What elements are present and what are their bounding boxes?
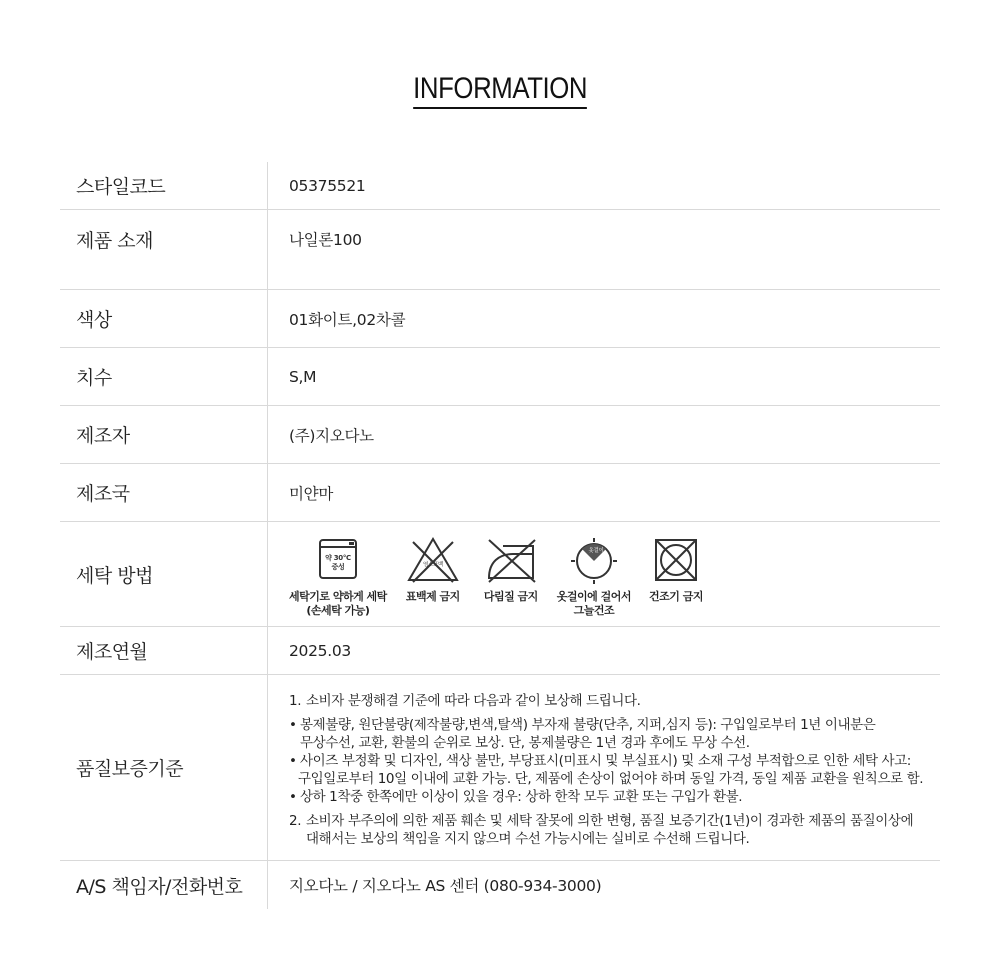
- row-label-style-code: 스타일코드: [60, 162, 268, 209]
- table-row: [60, 162, 940, 210]
- row-value-size: S,M: [289, 367, 317, 386]
- item-number: 1.: [289, 693, 302, 709]
- row-label-as: A/S 책임자/전화번호: [60, 861, 268, 909]
- row-value-style-code: 05375521: [289, 176, 366, 195]
- wash-caption: [649, 590, 703, 604]
- bullet-text-cont: 구입일로부터 10일 이내에 교환 가능. 단, 제품에 손상이 없어야 하며 동일 가격, 동일 제품 교환을 원칙으로 함.: [298, 771, 924, 787]
- table-row: [60, 627, 940, 675]
- bullet: •: [289, 789, 297, 805]
- row-value-quality: [268, 675, 940, 860]
- no-bleach-icon: [405, 536, 461, 584]
- row-label-wash: 세탁 방법: [60, 522, 268, 626]
- hand-wash-icon: [314, 536, 362, 584]
- row-label-manufacturer: 제조자: [60, 406, 268, 463]
- bullet-text: 사이즈 부정확 및 디자인, 색상 불만, 부당표시(미표시 및 부실표시) 및 소재 구성 부적합으로 인한 세탁 사고:: [300, 753, 911, 769]
- quality-bullet-3: [289, 788, 923, 806]
- item-text: 소비자 부주의에 의한 제품 훼손 및 세탁 잘못에 의한 변형, 품질 보증기간(1년)이 경과한 제품의 품질이상에: [306, 813, 914, 829]
- wash-caption: [557, 590, 631, 618]
- row-value-date: 2025.03: [289, 641, 351, 660]
- row-value-material: 나일론100: [289, 231, 362, 249]
- bullet: •: [289, 717, 297, 733]
- wash-caption-line: 옷걸이에 걸어서: [556, 590, 632, 603]
- hand-wash-temp: 약 30°C: [325, 554, 351, 562]
- item-number: 2.: [289, 813, 302, 829]
- page-title-wrap: [0, 72, 1000, 109]
- wash-caption-line: 세탁기로 약하게 세탁: [289, 590, 387, 603]
- item-text-cont: 대해서는 보상의 책임을 지지 않으며 수선 가능시에는 실비로 수선해 드립니다.: [306, 831, 750, 847]
- table-row: [60, 522, 940, 627]
- no-iron-icon: [483, 536, 539, 584]
- wash-item-hand-wash: [289, 536, 387, 618]
- bullet-text: 봉제불량, 원단불량(제작불량,변색,탈색) 부자재 불량(단추, 지퍼,심지 등): 구입일로부터 1년 이내분은: [300, 717, 876, 733]
- row-label-quality: 품질보증기준: [60, 675, 268, 860]
- bullet: •: [289, 753, 297, 769]
- wash-item-no-iron: [483, 536, 539, 604]
- wash-item-no-tumble-dry: [649, 536, 703, 604]
- wash-caption-line: 표백제 금지: [405, 590, 460, 603]
- row-label-size: 치수: [60, 348, 268, 405]
- wash-caption: [484, 590, 538, 604]
- table-row: [60, 464, 940, 522]
- wash-caption-line: 건조기 금지: [649, 590, 703, 603]
- wash-caption-line: 그늘건조: [573, 604, 615, 617]
- wash-item-no-bleach: [405, 536, 461, 604]
- bullet-text-cont: 무상수선, 교환, 환불의 순위로 보상. 단, 봉제불량은 1년 경과 후에도 무상 수선.: [300, 735, 750, 751]
- table-row: [60, 348, 940, 406]
- wash-caption: [406, 590, 460, 604]
- table-row: [60, 210, 940, 290]
- quality-item-1: [289, 692, 923, 710]
- hand-wash-detergent: 중성: [331, 563, 345, 571]
- row-label-country: 제조국: [60, 464, 268, 521]
- wash-caption-line: 다림질 금지: [483, 590, 538, 603]
- wash-item-hang-dry: [557, 536, 631, 618]
- wash-caption: [289, 590, 387, 618]
- wash-icons: [268, 522, 940, 626]
- info-table: [60, 162, 940, 909]
- hang-dry-shade-icon: [568, 536, 620, 584]
- quality-text: [289, 675, 923, 848]
- row-value-country: 미얀마: [289, 484, 334, 503]
- no-bleach-text: 염소표백: [422, 562, 443, 568]
- page-title: INFORMATION: [413, 72, 587, 109]
- row-label-material: 제품 소재: [60, 210, 268, 289]
- no-tumble-dry-icon: [652, 536, 700, 584]
- table-row: [60, 861, 940, 909]
- row-value-as: 지오다노 / 지오다노 AS 센터 (080-934-3000): [289, 877, 602, 895]
- row-value-manufacturer: (주)지오다노: [289, 426, 374, 445]
- table-row: [60, 406, 940, 464]
- wash-caption-line: (손세탁 가능): [306, 604, 370, 617]
- quality-bullet-1: [289, 716, 923, 734]
- item-text: 소비자 분쟁해결 기준에 따라 다음과 같이 보상해 드립니다.: [306, 693, 641, 709]
- row-label-date: 제조연월: [60, 627, 268, 674]
- quality-bullet-2: [289, 752, 923, 770]
- bullet-text: 상하 1착중 한쪽에만 이상이 있을 경우: 상하 한착 모두 교환 또는 구입가 환불.: [300, 789, 743, 805]
- row-label-color: 색상: [60, 290, 268, 347]
- quality-item-2: [289, 812, 923, 830]
- row-value-color: 01화이트,02차콜: [289, 310, 406, 329]
- hang-dry-text: 옷걸이: [588, 548, 604, 554]
- table-row: [60, 290, 940, 348]
- table-row: [60, 675, 940, 861]
